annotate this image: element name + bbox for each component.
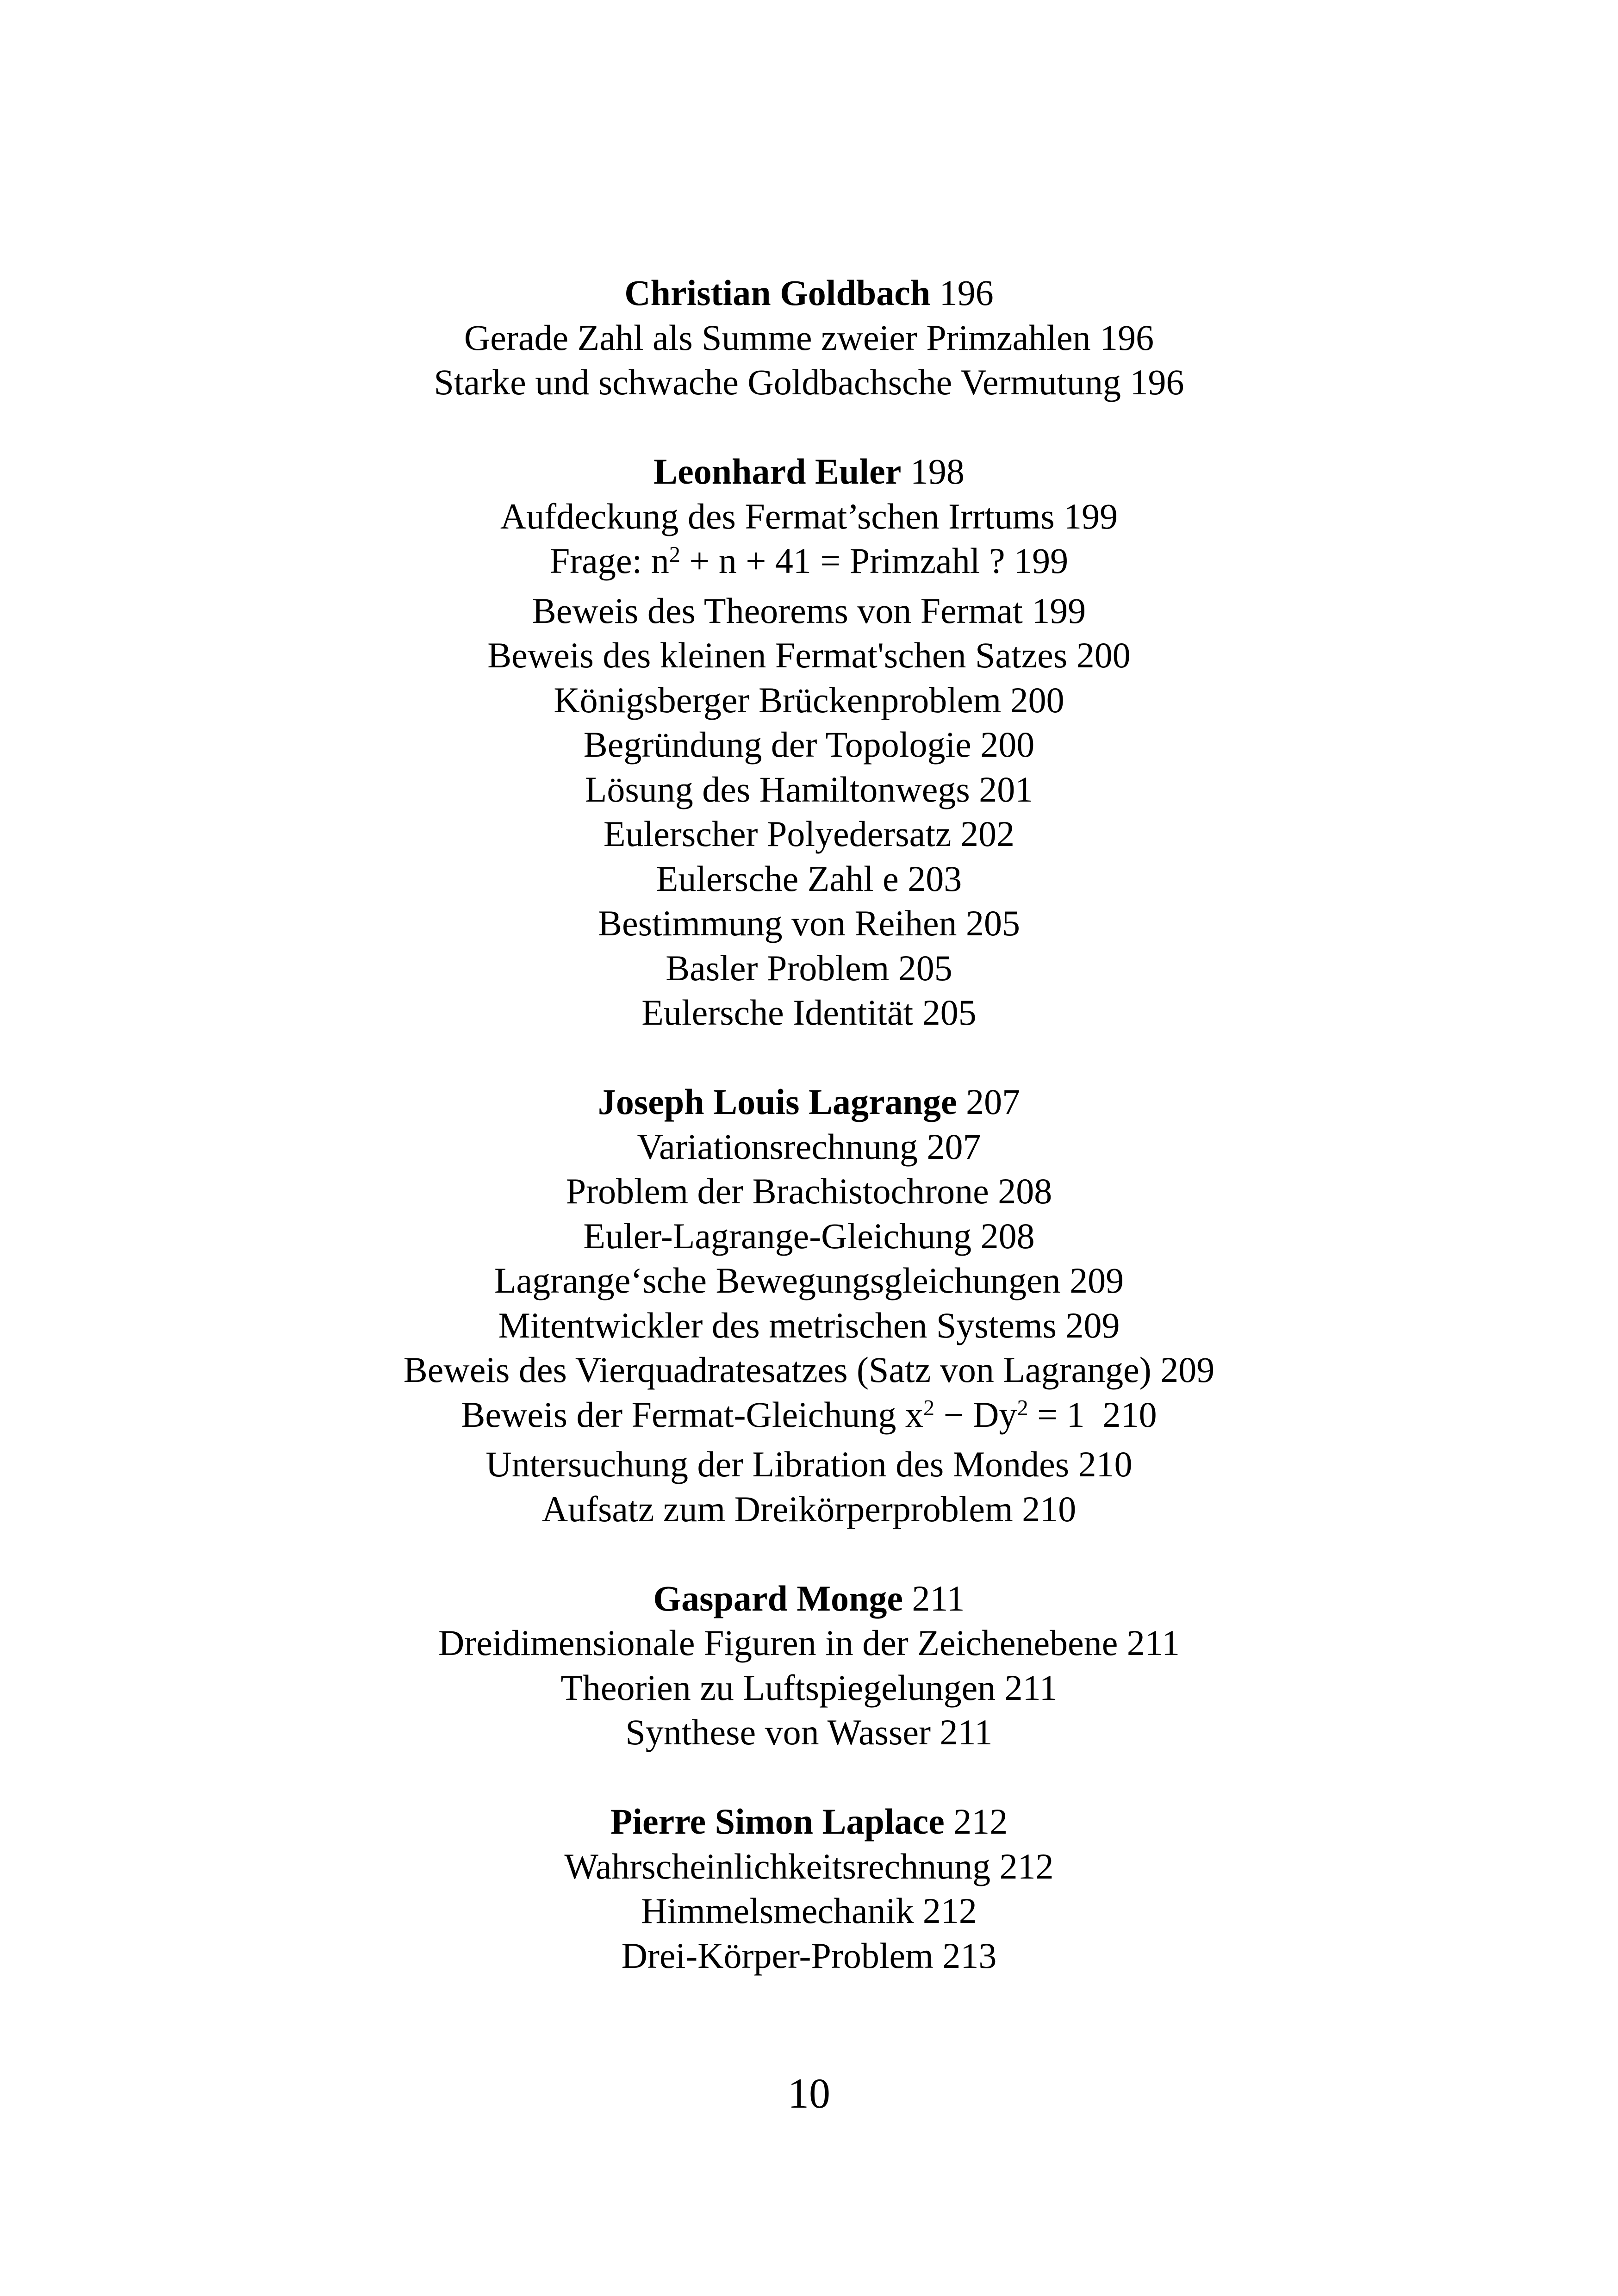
toc-entry: Starke und schwache Goldbachsche Vermutung 196 bbox=[434, 362, 1184, 402]
toc-entry: Beweis des Theorems von Fermat 199 bbox=[532, 590, 1086, 631]
person-name: Pierre Simon Laplace bbox=[610, 1801, 945, 1842]
person-name: Leonhard Euler bbox=[653, 451, 902, 492]
formula-exponent: 2 bbox=[923, 1396, 935, 1421]
toc-entry: Beweis des Vierquadratesatzes (Satz von Lagrange) 209 bbox=[403, 1350, 1215, 1390]
toc-entry-formula bbox=[0, 539, 1618, 589]
formula-text: Beweis der Fermat-Gleichung x bbox=[461, 1394, 923, 1435]
toc-entry: Begründung der Topologie 200 bbox=[583, 724, 1035, 765]
toc-entry: Basler Problem 205 bbox=[666, 947, 952, 988]
formula-text: + n + 41 = Primzahl ? 199 bbox=[680, 541, 1069, 581]
toc-section-goldbach bbox=[0, 271, 1618, 405]
formula-exponent: 2 bbox=[1017, 1396, 1028, 1421]
toc-entry: Eulersche Identität 205 bbox=[641, 992, 977, 1033]
formula-text: = 1 210 bbox=[1028, 1394, 1157, 1435]
toc-entry: Theorien zu Luftspiegelungen 211 bbox=[560, 1667, 1058, 1708]
toc-section-lagrange bbox=[0, 1080, 1618, 1531]
toc-entry: Drei-Körper-Problem 213 bbox=[621, 1935, 997, 1976]
toc-entry: Variationsrechnung 207 bbox=[637, 1126, 981, 1167]
person-name: Gaspard Monge bbox=[653, 1578, 903, 1618]
person-name: Joseph Louis Lagrange bbox=[597, 1082, 957, 1122]
toc-entry: Eulersche Zahl e 203 bbox=[656, 858, 962, 899]
toc-section-monge bbox=[0, 1576, 1618, 1755]
toc-section-laplace bbox=[0, 1799, 1618, 1978]
toc-entry: Eulerscher Polyedersatz 202 bbox=[603, 814, 1014, 854]
toc-entry: Problem der Brachistochrone 208 bbox=[566, 1171, 1052, 1211]
toc-entry: Euler-Lagrange-Gleichung 208 bbox=[583, 1215, 1035, 1256]
toc-entry: Mitentwickler des metrischen Systems 209 bbox=[498, 1305, 1120, 1345]
page-number: 10 bbox=[788, 2070, 830, 2117]
formula-text: − Dy bbox=[934, 1394, 1017, 1435]
toc-entry: Untersuchung der Libration des Mondes 210 bbox=[485, 1444, 1133, 1484]
section-heading bbox=[0, 1799, 1618, 1844]
formula-text: Frage: n bbox=[549, 541, 669, 581]
toc-section-euler bbox=[0, 449, 1618, 1035]
section-heading bbox=[0, 449, 1618, 494]
toc-entry: Aufsatz zum Dreikörperproblem 210 bbox=[541, 1488, 1077, 1529]
table-of-contents bbox=[0, 271, 1618, 2023]
toc-entry: Bestimmung von Reihen 205 bbox=[597, 903, 1021, 943]
toc-entry: Wahrscheinlichkeitsrechnung 212 bbox=[564, 1846, 1054, 1886]
toc-entry: Königsberger Brückenproblem 200 bbox=[554, 679, 1064, 720]
heading-page: 196 bbox=[939, 273, 994, 313]
toc-entry: Dreidimensionale Figuren in der Zeichenebene 211 bbox=[438, 1623, 1180, 1663]
toc-entry-formula bbox=[0, 1393, 1618, 1443]
formula-exponent: 2 bbox=[669, 542, 680, 567]
person-name: Christian Goldbach bbox=[624, 273, 931, 313]
section-heading bbox=[0, 271, 1618, 316]
toc-entry: Gerade Zahl als Summe zweier Primzahlen 196 bbox=[464, 317, 1154, 358]
section-heading bbox=[0, 1576, 1618, 1621]
toc-entry: Synthese von Wasser 211 bbox=[625, 1712, 993, 1752]
toc-entry: Beweis des kleinen Fermat'schen Satzes 200 bbox=[487, 635, 1131, 675]
toc-entry: Himmelsmechanik 212 bbox=[641, 1891, 977, 1931]
section-heading bbox=[0, 1080, 1618, 1125]
heading-page: 211 bbox=[912, 1578, 965, 1618]
toc-entry: Aufdeckung des Fermat’schen Irrtums 199 bbox=[500, 496, 1118, 536]
toc-entry: Lösung des Hamiltonwegs 201 bbox=[585, 769, 1033, 809]
toc-entry: Lagrange‘sche Bewegungsgleichungen 209 bbox=[494, 1260, 1124, 1300]
heading-page: 207 bbox=[966, 1082, 1021, 1122]
heading-page: 212 bbox=[953, 1801, 1008, 1842]
heading-page: 198 bbox=[910, 451, 965, 492]
